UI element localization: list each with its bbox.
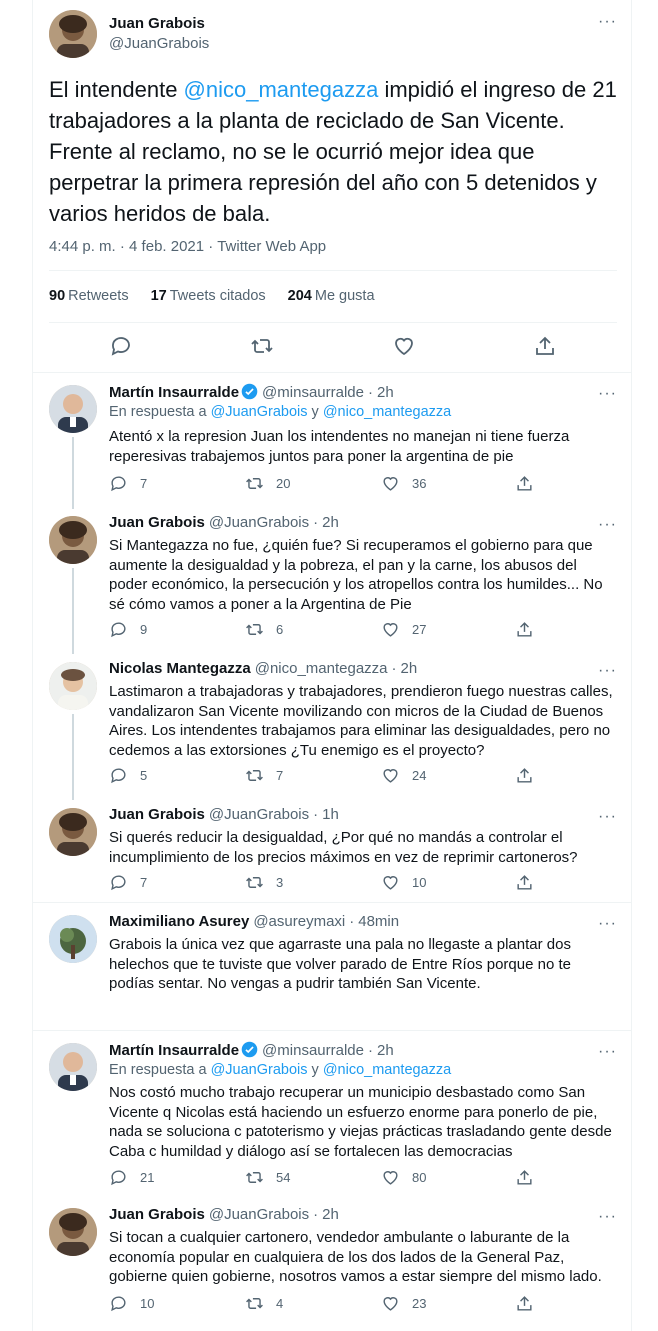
reply-count: 5 <box>140 768 148 783</box>
separator: · <box>349 913 355 930</box>
tweet-meta <box>49 238 326 255</box>
reply-action[interactable] <box>109 873 147 892</box>
main-actions <box>33 334 631 358</box>
reply-icon <box>109 474 128 493</box>
author-handle[interactable]: @JuanGrabois <box>208 806 310 823</box>
retweet-action[interactable] <box>245 873 283 892</box>
reply-actions <box>109 1168 549 1188</box>
author-handle[interactable]: @JuanGrabois <box>208 1206 310 1223</box>
thread-line <box>72 568 74 654</box>
author-handle[interactable]: @nico_mantegazza <box>254 660 388 677</box>
reply-action[interactable] <box>109 766 147 785</box>
retweets-label: Retweets <box>68 288 129 304</box>
more-options-icon[interactable]: ··· <box>598 1208 617 1225</box>
in-reply-label: En respuesta a <box>109 1062 211 1078</box>
reply-tweet[interactable] <box>33 902 631 1030</box>
author-name[interactable]: Juan Grabois <box>109 514 205 531</box>
likes-count: 204 <box>287 288 312 304</box>
like-action[interactable] <box>381 474 426 493</box>
reply-actions <box>109 766 549 786</box>
like-count: 36 <box>412 476 427 491</box>
more-options-icon[interactable]: ··· <box>598 1043 617 1060</box>
reply-actions <box>109 620 549 640</box>
in-reply-label: En respuesta a <box>109 404 211 420</box>
avatar[interactable] <box>49 516 97 564</box>
reply-count: 21 <box>140 1170 155 1185</box>
reply-header <box>109 806 339 823</box>
reply-text: Nos costó mucho trabajo recuperar un municipio desbastado como San Vicente q Nicolas está haciendo un esfuerzo enorme para ponerlo de pie, nada se soluciona c patoterismo y viejas prácticas trasladando gente desde Caba c humildad y diálogo así se fortalecen las democracias <box>109 1084 612 1160</box>
quotes-label: Tweets citados <box>169 288 266 304</box>
reply-header <box>109 1206 339 1223</box>
verified-badge-icon <box>241 383 258 400</box>
retweet-count: 4 <box>276 1296 284 1311</box>
timeline-column <box>32 0 632 1331</box>
more-options-icon[interactable]: ··· <box>598 13 617 30</box>
like-count: 24 <box>412 768 427 783</box>
tweet-source[interactable]: Twitter Web App <box>217 238 327 255</box>
author-name[interactable]: Maximiliano Asurey <box>109 913 250 930</box>
retweet-action[interactable] <box>245 766 283 785</box>
reply-time[interactable]: 2h <box>376 1042 394 1059</box>
reply-time[interactable]: 2h <box>400 660 418 677</box>
like-count: 10 <box>412 875 427 890</box>
reply-action[interactable] <box>109 474 147 493</box>
reply-icon <box>109 620 128 639</box>
reply-tweet[interactable] <box>33 372 631 504</box>
retweet-count: 54 <box>276 1170 291 1185</box>
like-icon <box>381 1168 400 1187</box>
like-action[interactable] <box>381 1168 426 1187</box>
avatar[interactable] <box>49 1043 97 1091</box>
reply-tweet[interactable] <box>33 650 631 796</box>
in-reply-label: y <box>307 404 323 420</box>
retweet-icon <box>245 1294 264 1313</box>
retweet-icon <box>245 1168 264 1187</box>
reply-count: 9 <box>140 622 148 637</box>
more-options-icon[interactable]: ··· <box>598 915 617 932</box>
main-tweet <box>33 0 631 372</box>
thread-line <box>72 714 74 800</box>
author-name[interactable]: Juan Grabois <box>109 1206 205 1223</box>
avatar[interactable] <box>49 1208 97 1256</box>
share-action[interactable] <box>515 873 546 892</box>
reply-text: Si tocan a cualquier cartonero, vendedor ambulante o laburante de la economía popular en cualquiera de los dos lados de la General Paz, gobierne quien gobierne, nosotros vamos a estar siempre del mismo lado. <box>109 1229 602 1285</box>
mention-link[interactable]: @JuanGrabois <box>210 1062 308 1078</box>
reply-icon <box>109 1168 128 1187</box>
reply-time[interactable]: 2h <box>376 384 394 401</box>
reply-header <box>109 383 394 401</box>
in-reply-to <box>109 404 451 420</box>
share-action[interactable] <box>515 474 546 493</box>
like-icon <box>381 873 400 892</box>
retweets-stat[interactable] <box>49 288 129 304</box>
retweet-action[interactable] <box>245 474 290 493</box>
like-icon <box>381 620 400 639</box>
author-name[interactable]: Martín Insaurralde <box>109 384 240 401</box>
share-icon <box>515 873 534 892</box>
like-action[interactable] <box>381 620 426 639</box>
mention-link[interactable]: @nico_mantegazza <box>322 1062 452 1078</box>
separator: · <box>313 1206 319 1223</box>
separator: · <box>208 238 214 255</box>
reply-count: 7 <box>140 476 148 491</box>
avatar[interactable] <box>49 662 97 710</box>
reply-icon <box>109 766 128 785</box>
avatar[interactable] <box>49 385 97 433</box>
tweet-date[interactable]: 4 feb. 2021 <box>129 238 205 255</box>
share-action[interactable] <box>515 620 546 639</box>
author-name[interactable]: Martín Insaurralde <box>109 1042 240 1059</box>
thread-line <box>72 437 74 509</box>
reply-header <box>109 660 417 677</box>
retweet-count: 6 <box>276 622 284 637</box>
like-count: 23 <box>412 1296 427 1311</box>
separator: · <box>313 514 319 531</box>
author-handle[interactable]: @JuanGrabois <box>208 514 310 531</box>
author-handle[interactable]: @minsaurralde <box>262 1042 364 1059</box>
avatar[interactable] <box>49 10 97 58</box>
retweet-icon <box>245 474 264 493</box>
like-icon[interactable] <box>392 334 416 358</box>
reply-actions <box>109 1294 549 1314</box>
like-action[interactable] <box>381 1294 426 1313</box>
reply-header <box>109 913 399 930</box>
more-options-icon[interactable]: ··· <box>598 662 617 679</box>
like-count: 27 <box>412 622 427 637</box>
reply-text: Si Mantegazza no fue, ¿quién fue? Si recuperamos el gobierno para que aumente la desigualdad y la pobreza, el pan y la carne, los abusos del poder económico, la persecución y los atropellos contra los humildes... No sé cómo vamos a poner a la Argentina de Pie <box>109 537 603 613</box>
author-name[interactable]: Juan Grabois <box>109 15 205 32</box>
reply-tweet[interactable] <box>33 1030 631 1196</box>
reply-text: Atentó x la represion Juan los intendentes no manejan ni tiene fuerza reperesivas trabajemos juntos para poner la argentina de pie <box>109 428 570 465</box>
likes-label: Me gusta <box>314 288 375 304</box>
separator: · <box>391 660 397 677</box>
reply-actions <box>109 474 549 494</box>
more-options-icon[interactable]: ··· <box>598 516 617 533</box>
tweet-text-part: impidió el ingreso de 21 trabajadores a la planta de reciclado de San Vicente. Frente al reclamo, no se le ocurrió mejor idea que perpetrar la primera represión del año con 5 detenidos y varios heridos de bala. <box>49 77 617 226</box>
separator: · <box>313 806 319 823</box>
like-icon <box>381 766 400 785</box>
tweet-time[interactable]: 4:44 p. m. <box>49 238 116 255</box>
retweet-count: 3 <box>276 875 284 890</box>
reply-tweet[interactable] <box>33 504 631 650</box>
like-action[interactable] <box>381 766 426 785</box>
share-action[interactable] <box>515 1294 546 1313</box>
author-handle[interactable]: @asureymaxi <box>253 913 346 930</box>
author-handle[interactable]: @minsaurralde <box>262 384 364 401</box>
reply-count: 10 <box>140 1296 155 1311</box>
author-name[interactable]: Juan Grabois <box>109 806 205 823</box>
retweet-icon <box>245 766 264 785</box>
separator: · <box>367 384 373 401</box>
reply-action[interactable] <box>109 1294 154 1313</box>
quotes-stat[interactable] <box>151 288 266 304</box>
quotes-count: 17 <box>150 288 167 304</box>
retweet-icon <box>245 620 264 639</box>
share-icon <box>515 1294 534 1313</box>
retweet-action[interactable] <box>245 620 283 639</box>
reply-tweet[interactable] <box>33 796 631 902</box>
mention-link[interactable]: @JuanGrabois <box>210 404 308 420</box>
reply-icon <box>109 1294 128 1313</box>
verified-badge-icon <box>241 1041 258 1058</box>
like-icon <box>381 474 400 493</box>
reply-time[interactable]: 2h <box>322 1206 339 1223</box>
reply-icon <box>109 873 128 892</box>
tweet-text <box>49 74 619 229</box>
avatar[interactable] <box>49 808 97 856</box>
reply-text: Lastimaron a trabajadoras y trabajadores, prendieron fuego nuestras calles, vandalizaron San Vicente movilizando con micros de la Ciudad de Buenos Aires. Los intendentes trabajamos para eliminar las desigualdades, pero no cedemos a las extorsiones ¿Tu enemigo es el proyecto? <box>109 683 613 759</box>
retweet-action[interactable] <box>245 1168 290 1187</box>
retweet-action[interactable] <box>245 1294 283 1313</box>
share-action[interactable] <box>515 766 546 785</box>
author-handle[interactable]: @JuanGrabois <box>109 35 210 52</box>
reply-time[interactable]: 48min <box>358 913 400 930</box>
reply-count: 7 <box>140 875 148 890</box>
reply-header <box>109 514 339 531</box>
mention-link[interactable]: @nico_mantegazza <box>322 404 452 420</box>
in-reply-label: y <box>307 1062 323 1078</box>
reply-time[interactable]: 2h <box>322 514 339 531</box>
share-action[interactable] <box>515 1168 546 1187</box>
in-reply-to <box>109 1062 451 1078</box>
mention-link[interactable]: @nico_mantegazza <box>183 77 379 102</box>
more-options-icon[interactable]: ··· <box>598 385 617 402</box>
like-action[interactable] <box>381 873 426 892</box>
reply-action[interactable] <box>109 1168 154 1187</box>
reply-text: Grabois la única vez que agarraste una pala no llegaste a plantar dos helechos que te tuviste que volver parado de Entre Ríos porque no te podías sentar. No vengas a pudrir también San Vicente. <box>109 936 571 992</box>
retweets-count: 90 <box>49 288 66 304</box>
retweet-icon <box>245 873 264 892</box>
reply-actions <box>109 873 549 893</box>
like-icon <box>381 1294 400 1313</box>
share-icon <box>515 474 534 493</box>
share-icon <box>515 620 534 639</box>
reply-tweet[interactable] <box>33 1196 631 1331</box>
share-icon[interactable] <box>533 334 557 358</box>
divider <box>49 322 617 323</box>
share-icon <box>515 766 534 785</box>
avatar[interactable] <box>49 915 97 963</box>
reply-time[interactable]: 1h <box>322 806 339 823</box>
retweet-count: 7 <box>276 768 284 783</box>
reply-action[interactable] <box>109 620 147 639</box>
reply-text: Si querés reducir la desigualdad, ¿Por qué no mandás a controlar el incumplimiento de los precios máximos en vez de reprimir cartoneros? <box>109 829 578 866</box>
retweet-icon[interactable] <box>250 334 274 358</box>
more-options-icon[interactable]: ··· <box>598 808 617 825</box>
tweet-stats <box>49 288 375 304</box>
reply-icon[interactable] <box>109 334 133 358</box>
author-name[interactable]: Nicolas Mantegazza <box>109 660 251 677</box>
separator: · <box>119 238 125 255</box>
divider <box>49 270 617 271</box>
separator: · <box>367 1042 373 1059</box>
reply-header <box>109 1041 394 1059</box>
retweet-count: 20 <box>276 476 291 491</box>
likes-stat[interactable] <box>288 288 375 304</box>
share-icon <box>515 1168 534 1187</box>
like-count: 80 <box>412 1170 427 1185</box>
tweet-text-part: El intendente <box>49 77 184 102</box>
